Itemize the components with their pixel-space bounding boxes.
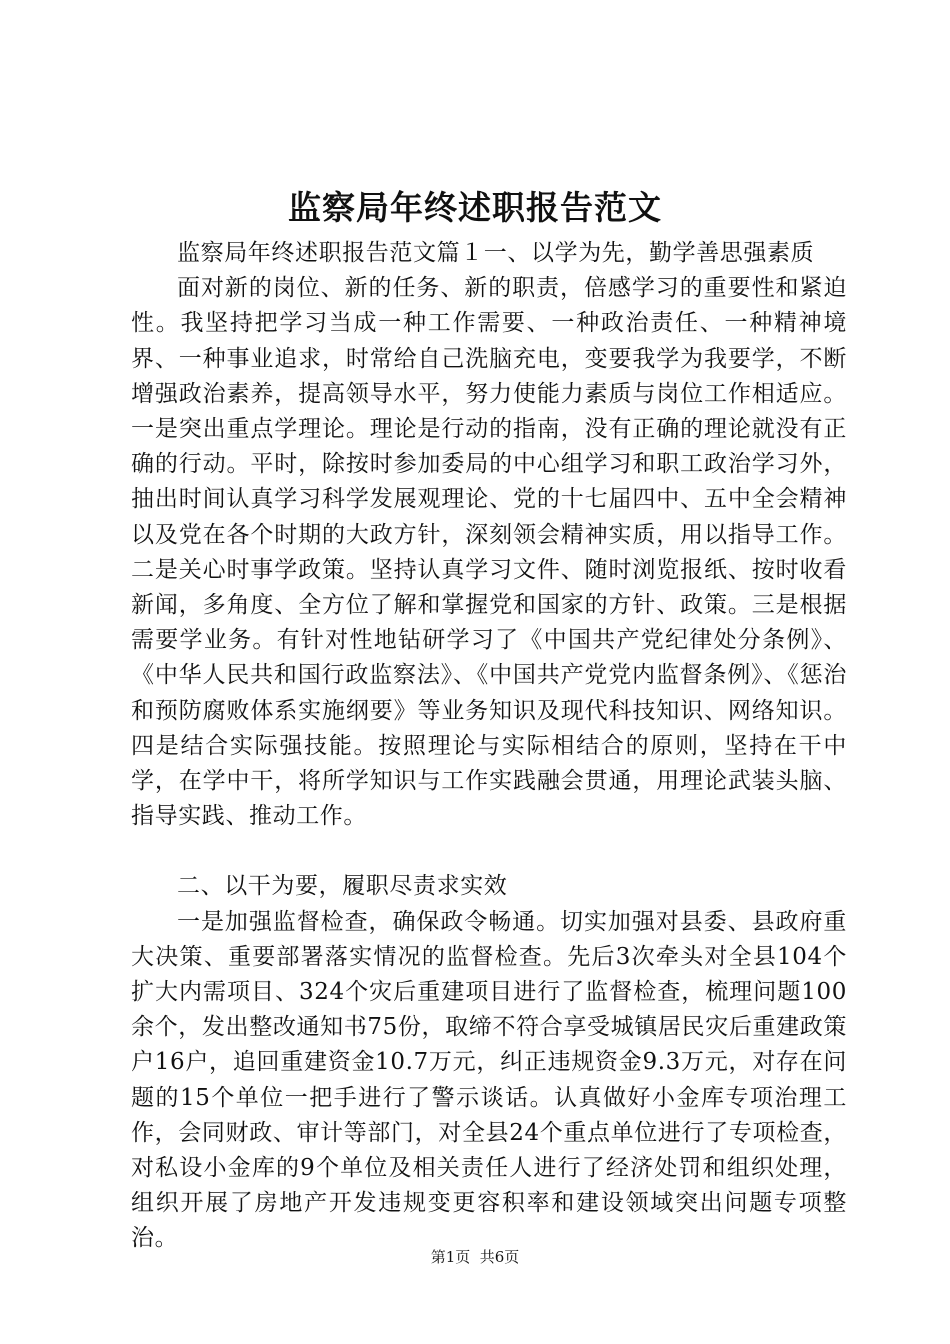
section-heading-paragraph: 监察局年终述职报告范文篇１一、以学为先，勤学善思强素质 — [177, 240, 815, 266]
document-body — [131, 236, 847, 1257]
section-heading: 二、以干为要，履职尽责求实效 — [177, 873, 508, 900]
body-paragraph: 一是加强监督检查，确保政令畅通。切实加强对县委、县政府重大决策、重要部署落实情况的监督检查。先后3次牵头对全县104个扩大内需项目、324个灾后重建项目进行了监督检查，梳理问题100余个，发出整改通知书75份，取缔不符合享受城镇居民灾后重建政策户16户，追回重建资金10.7万元，纠正违规资金9.3万元，对存在问题的15个单位一把手进行了警示谈话。认真做好小金库专项治理工作，会同财政、审计等部门，对全县24个重点单位进行了专项检查，对私设小金库的9个单位及相关责任人进行了经济处罚和组织处理，组织开展了房地产开发违规变更容积率和建设领域突出问题专项整治。 — [131, 908, 847, 1252]
body-paragraph: 面对新的岗位、新的任务、新的职责，倍感学习的重要性和紧迫性。我坚持把学习当成一种工作需要、一种政治责任、一种精神境界、一种事业追求，时常给自己洗脑充电，变要我学为我要学，不断增强政治素养，提高领导水平，努力使能力素质与岗位工作相适应。一是突出重点学理论。理论是行动的指南，没有正确的理论就没有正确的行动。平时，除按时参加委局的中心组学习和职工政治学习外，抽出时间认真学习科学发展观理论、党的十七届四中、五中全会精神以及党在各个时期的大政方针，深刻领会精神实质，用以指导工作。二是关心时事学政策。坚持认真学习文件、随时浏览报纸、按时收看新闻，多角度、全方位了解和掌握党和国家的方针、政策。三是根据需要学业务。有针对性地钻研学习了《中国共产党纪律处分条例》、《中华人民共和国行政监察法》、《中国共产党党内监督条例》、《惩治和预防腐败体系实施纲要》等业务知识及现代科技知识、网络知识。四是结合实际强技能。按照理论与实际相结合的原则，坚持在干中学，在学中干，将所学知识与工作实践融会贯通，用理论武装头脑、指导实践、推动工作。 — [131, 275, 847, 830]
page-number-footer: 第1页 共6页 — [430, 1248, 520, 1266]
document-title: 监察局年终述职报告范文 — [288, 188, 662, 227]
